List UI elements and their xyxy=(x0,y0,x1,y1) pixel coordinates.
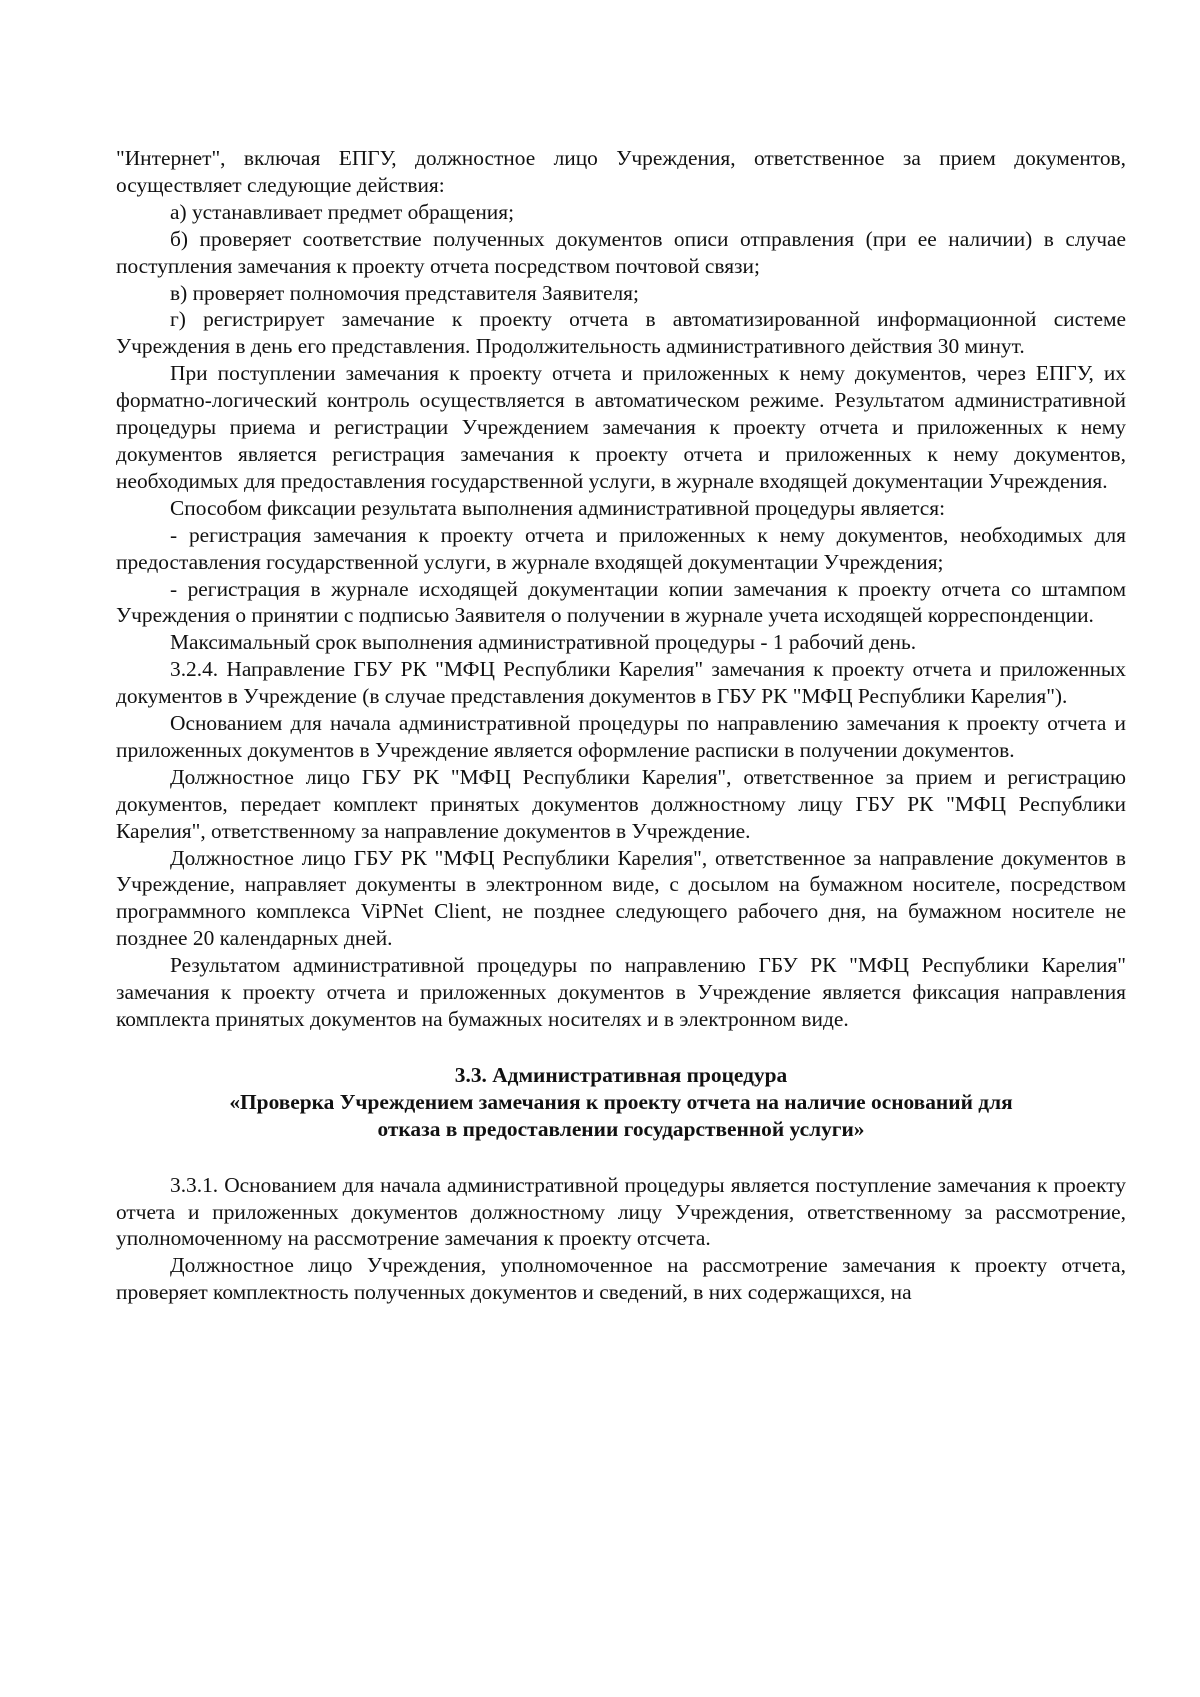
paragraph: - регистрация в журнале исходящей документации копии замечания к проекту отчета со штампом Учреждения о принятии с подписью Заявителя о получении в журнале учета исходящей корреспонденции. xyxy=(116,576,1126,628)
section-heading-title-line: отказа в предоставлении государственной услуги» xyxy=(377,1116,865,1141)
paragraph: б) проверяет соответствие полученных документов описи отправления (при ее наличии) в случае поступления замечания к проекту отчета посредством почтовой связи; xyxy=(116,226,1126,278)
paragraph: 3.2.4. Направление ГБУ РК "МФЦ Республики Карелия" замечания к проекту отчета и приложенных документов в Учреждение (в случае представления документов в ГБУ РК "МФЦ Республики Карелия"). xyxy=(116,657,1126,709)
section-heading xyxy=(116,1062,1126,1143)
paragraph: Должностное лицо Учреждения, уполномоченное на рассмотрение замечания к проекту отчета, проверяет комплектность полученных документов и сведений, в них содержащихся, на xyxy=(116,1253,1126,1305)
paragraph: Должностное лицо ГБУ РК "МФЦ Республики Карелия", ответственное за прием и регистрацию документов, передает комплект принятых документов должностному лицу ГБУ РК "МФЦ Республики Карелия", ответственному за направление документов в Учреждение. xyxy=(116,764,1126,843)
paragraph: г) регистрирует замечание к проекту отчета в автоматизированной информационной системе Учреждения в день его представления. Продолжительность административного действия 30 минут. xyxy=(116,307,1126,359)
paragraph: - регистрация замечания к проекту отчета и приложенных к нему документов, необходимых для предоставления государственной услуги, в журнале входящей документации Учреждения; xyxy=(116,522,1126,574)
section-heading-number: 3.3. Административная процедура xyxy=(454,1062,788,1087)
paragraph: При поступлении замечания к проекту отчета и приложенных к нему документов, через ЕПГУ, их форматно-логический контроль осуществляется в автоматическом режиме. Результатом административной процедуры приема и регистрации Учреждением замечания к проекту отчета и приложенных к нему документов является регистрация замечания к проекту отчета и приложенных к нему документов, необходимых для предоставления государственной услуги, в журнале входящей документации Учреждения. xyxy=(116,361,1126,493)
paragraph: "Интернет", включая ЕПГУ, должностное лицо Учреждения, ответственное за прием документов, осуществляет следующие действия: xyxy=(116,146,1126,197)
paragraph: Способом фиксации результата выполнения административной процедуры является: xyxy=(170,495,946,520)
paragraph: 3.3.1. Основанием для начала административной процедуры является поступление замечания к проекту отчета и приложенных документов должностному лицу Учреждения, ответственному за рассмотрение, уполномоченному на рассмотрение замечания к проекту отсчета. xyxy=(116,1172,1126,1251)
paragraph: в) проверяет полномочия представителя Заявителя; xyxy=(170,280,639,305)
paragraph: Максимальный срок выполнения административной процедуры - 1 рабочий день. xyxy=(170,630,917,655)
document-body xyxy=(116,145,1126,1306)
section-heading-title-line: «Проверка Учреждением замечания к проекту отчета на наличие оснований для xyxy=(229,1089,1013,1114)
paragraph: Результатом административной процедуры по направлению ГБУ РК "МФЦ Республики Карелия" замечания к проекту отчета и приложенных документов в Учреждение является фиксация направления комплекта принятых документов на бумажных носителях и в электронном виде. xyxy=(116,953,1126,1031)
paragraph: а) устанавливает предмет обращения; xyxy=(170,199,515,224)
paragraph: Должностное лицо ГБУ РК "МФЦ Республики Карелия", ответственное за направление документов в Учреждение, направляет документы в электронном виде, с досылом на бумажном носителе, посредством программного комплекса ViPNet Client, не позднее следующего рабочего дня, на бумажном носителе не позднее 20 календарных дней. xyxy=(116,845,1126,951)
paragraph: Основанием для начала административной процедуры по направлению замечания к проекту отчета и приложенных документов в Учреждение является оформление расписки в получении документов. xyxy=(116,711,1126,762)
